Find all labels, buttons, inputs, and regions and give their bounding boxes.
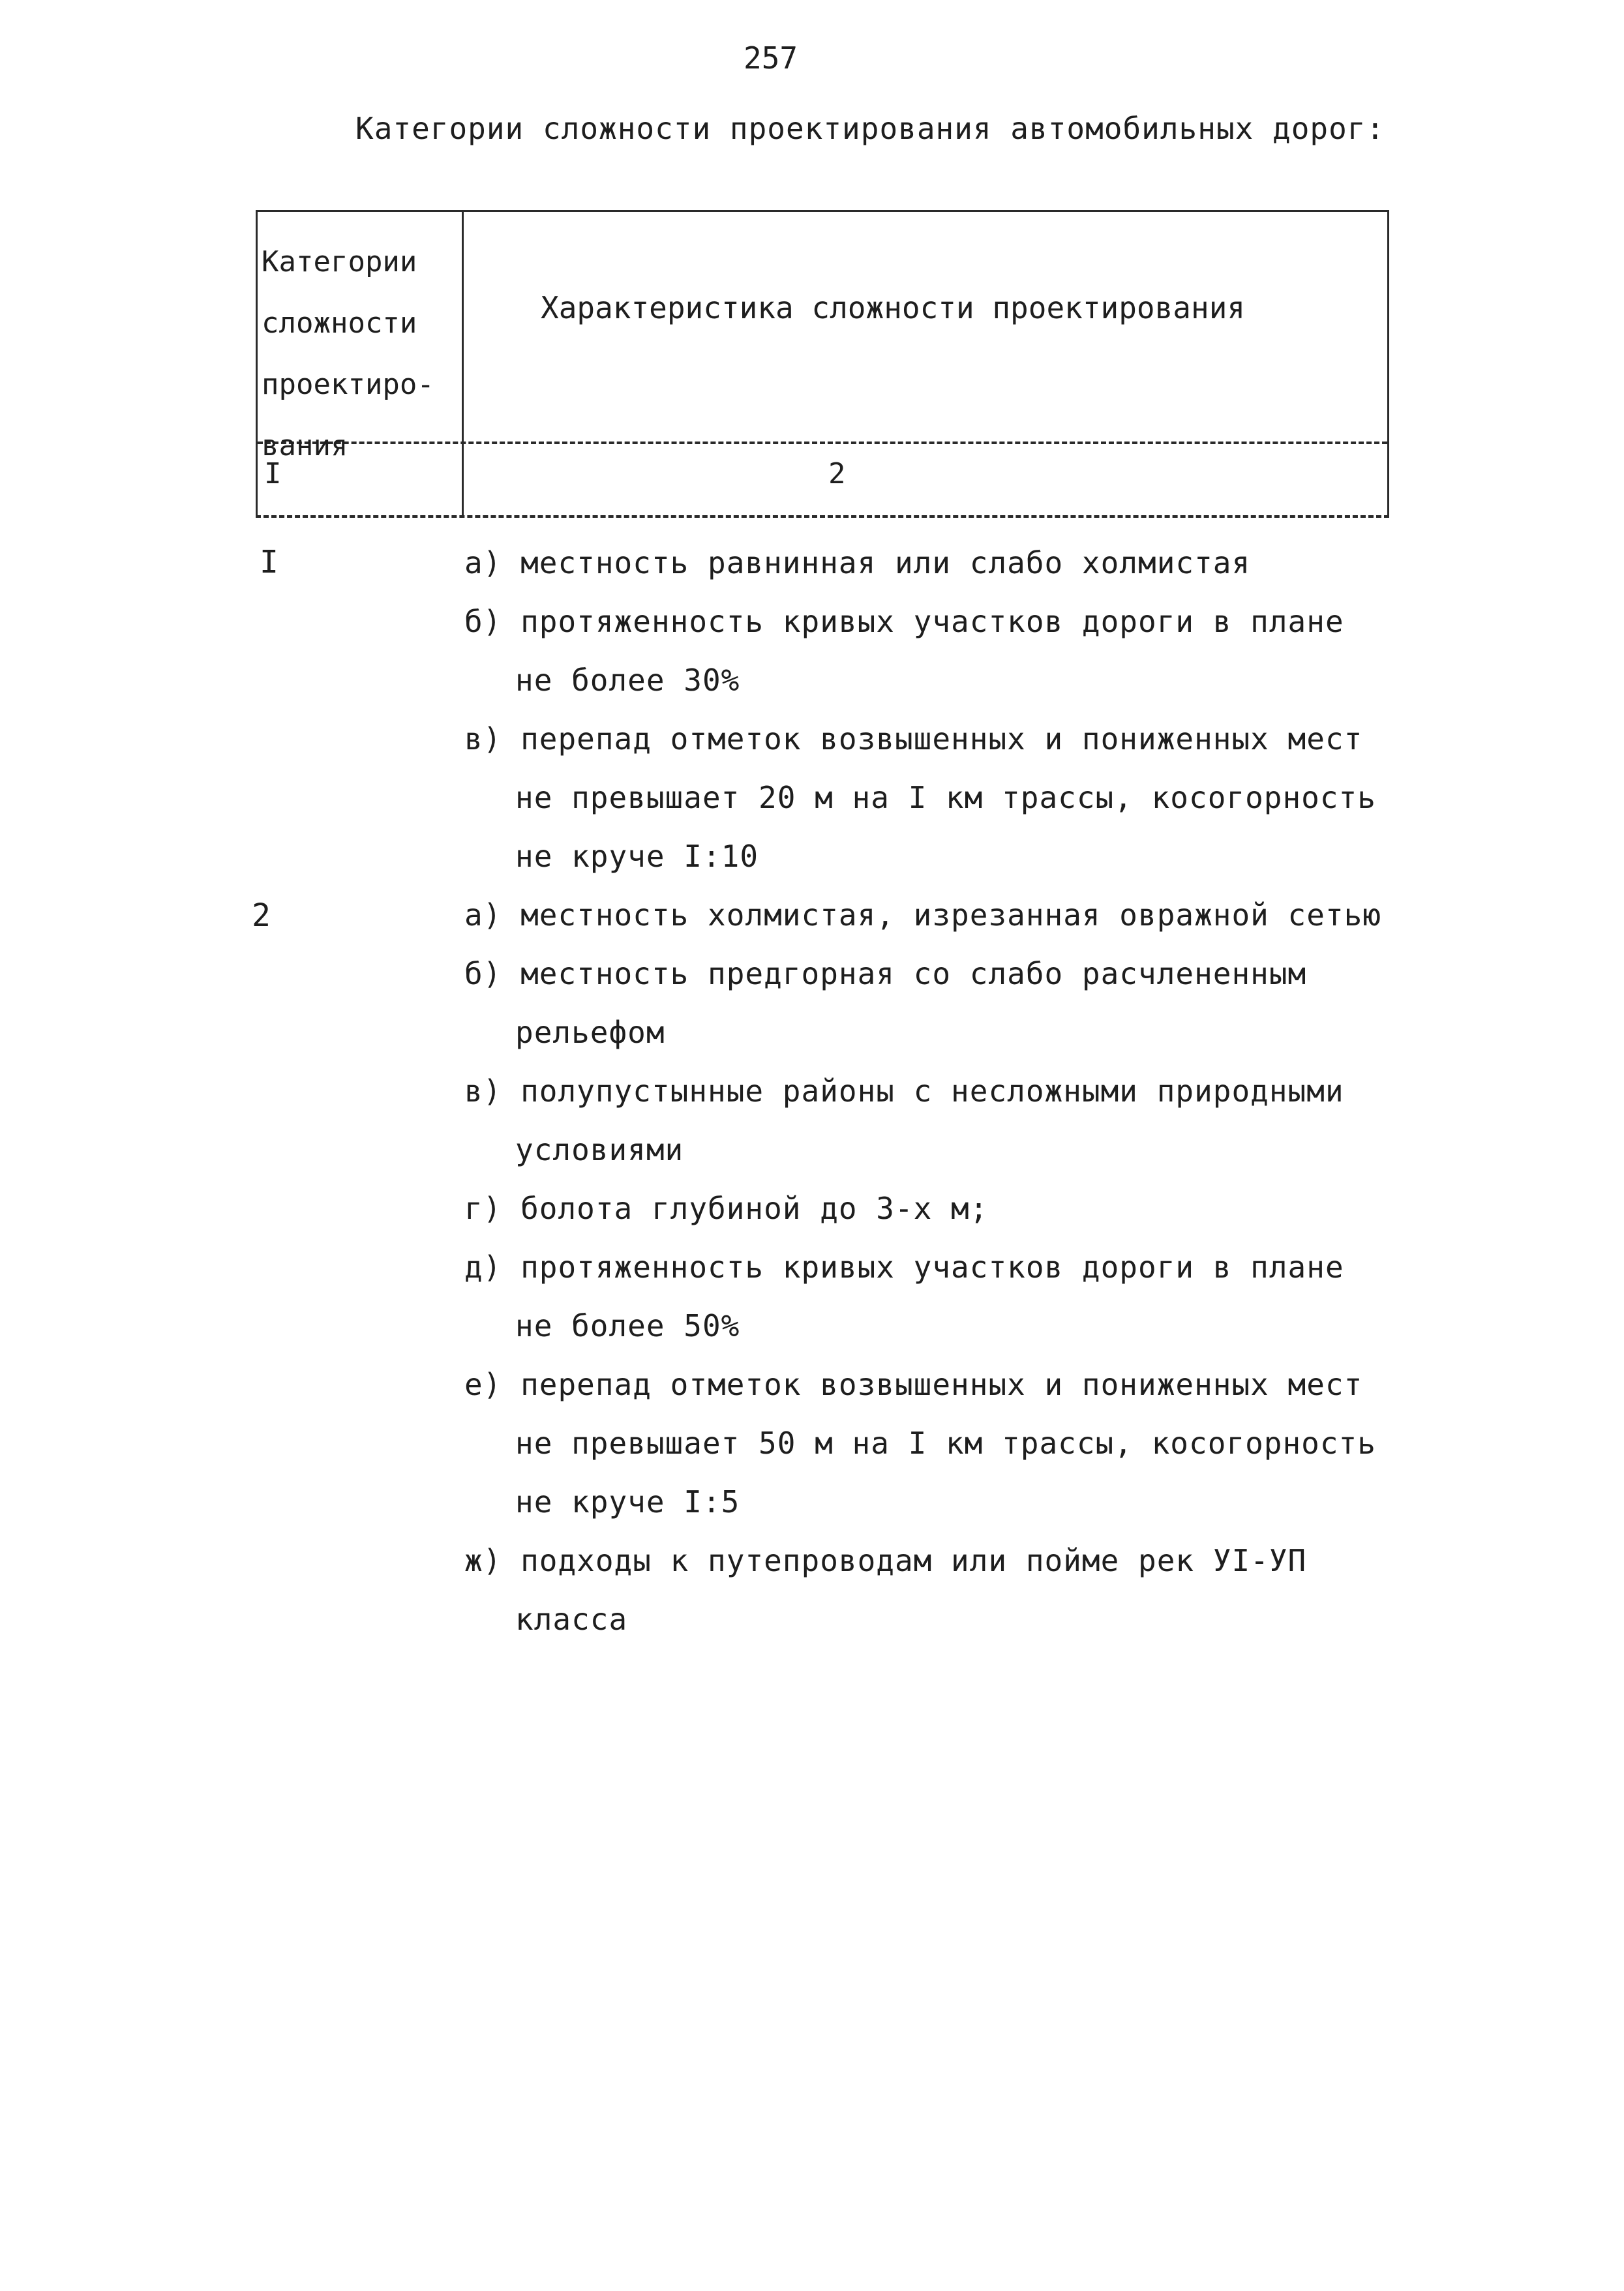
column-2-number: 2 [828,457,846,490]
column-1-heading-line: проектиро- [262,368,434,401]
column-1-heading-line: вания [262,429,348,462]
characteristic-line: е) перепад отметок возвышенных и пониженных мест [464,1367,1363,1402]
characteristic-line: б) местность предгорная со слабо расчлененным [464,956,1307,991]
characteristic-line: не превышает 50 м на I км трассы, косогорность [515,1426,1376,1461]
characteristic-line: не более 50% [515,1308,740,1343]
column-2-heading: Характеристика сложности проектирования [541,290,1246,325]
characteristic-line: условиями [515,1132,684,1167]
characteristic-line: г) болота глубиной до 3-х м; [464,1191,989,1226]
page-number: 257 [744,40,798,76]
column-1-heading-line: сложности [262,307,417,340]
characteristic-line: класса [515,1602,628,1637]
characteristic-line: в) полупустынные районы с несложными природными [464,1073,1344,1109]
characteristic-line: не круче I:10 [515,839,759,874]
column-1-heading [262,232,434,477]
column-1-number: I [264,457,282,490]
characteristic-line: б) протяженность кривых участков дороги в плане [464,604,1344,639]
characteristic-line: д) протяженность кривых участков дороги в плане [464,1250,1344,1285]
characteristic-line: а) местность равнинная или слабо холмистая [464,545,1251,580]
characteristic-line: не превышает 20 м на I км трассы, косогорность [515,780,1376,815]
category-label: 2 [252,897,271,934]
category-label: I [260,544,278,580]
characteristic-line: не круче I:5 [515,1484,740,1520]
column-divider [462,212,464,515]
column-1-heading-line: Категории [262,245,417,278]
characteristic-line: рельефом [515,1015,665,1050]
characteristic-line: не более 30% [515,663,740,698]
characteristic-line: в) перепад отметок возвышенных и пониженных мест [464,721,1363,756]
table-header [256,210,1389,518]
characteristic-line: а) местность холмистая, изрезанная овражной сетью [464,897,1382,933]
characteristic-line: ж) подходы к путепроводам или пойме рек УI-УП [464,1543,1307,1578]
document-title: Категории сложности проектирования автомобильных дорог: [355,111,1385,146]
